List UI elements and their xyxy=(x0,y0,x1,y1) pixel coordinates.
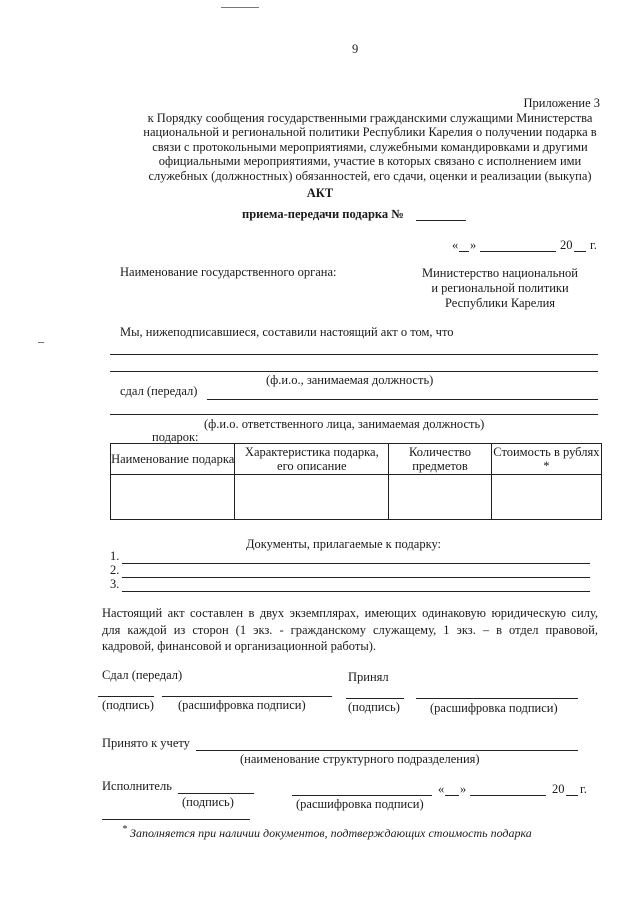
cell-gift-description[interactable] xyxy=(235,475,389,520)
accepted-label: Принял xyxy=(348,670,389,684)
accepted-signature-hint: (подпись) xyxy=(348,700,400,714)
organ-name xyxy=(400,266,600,311)
executor-date-g: г. xyxy=(580,782,587,796)
accepted-decode-hint: (расшифровка подписи) xyxy=(430,701,558,715)
accepted-signature-line[interactable] xyxy=(346,698,404,699)
scan-mark-left xyxy=(38,342,44,343)
appendix-text: к Порядку сообщения государственными гражданскими служащими Министерства национальной и региональной политики Республики Карелия о получении подарка в связи с протокольными мероприятиями, служебными командировками и другими официальными мероприятиями, участие в которых связано с исполнением ими служебных (должностных) обязанностей, его сдачи, оценки и реализации (выкупа) xyxy=(143,110,597,183)
executor-date-year: 20 xyxy=(552,782,565,796)
col-gift-quantity: Количество предметов xyxy=(389,444,491,475)
date-mid: » xyxy=(470,238,477,252)
col-gift-cost: Стоимость в рублях * xyxy=(491,444,601,475)
gift-table-row xyxy=(111,475,602,520)
handed-label: сдал (передал) xyxy=(120,384,198,398)
gift-table-header xyxy=(111,444,602,475)
gift-table xyxy=(110,443,602,520)
executor-month-line[interactable] xyxy=(470,795,546,796)
gift-label: подарок: xyxy=(152,430,199,444)
doc-item-3: 3. xyxy=(110,577,120,591)
date-year-line[interactable] xyxy=(574,251,586,252)
organ-name-line-3: Республики Карелия xyxy=(444,296,556,310)
executor-decode-hint: (расшифровка подписи) xyxy=(296,797,424,811)
executor-date-open: « xyxy=(438,782,445,796)
date-open: « xyxy=(452,238,459,252)
organ-name-line-1: Министерство национальной xyxy=(422,266,578,280)
footnote xyxy=(122,824,532,841)
handed-signature-hint: (подпись) xyxy=(102,698,154,712)
executor-signature-hint: (подпись) xyxy=(182,795,234,809)
cell-gift-name[interactable] xyxy=(111,475,235,520)
hint-fio: (ф.и.о., занимаемая должность) xyxy=(266,373,434,387)
documents-title: Документы, прилагаемые к подарку: xyxy=(246,537,442,551)
handed-signature-line[interactable] xyxy=(98,696,154,697)
handed-line-2[interactable] xyxy=(110,414,598,415)
act-subtitle-row xyxy=(242,207,404,222)
accepted-decode-line[interactable] xyxy=(416,698,578,699)
date-day-line[interactable] xyxy=(459,251,469,252)
appendix-title: Приложение 3 xyxy=(523,96,600,110)
cell-gift-cost[interactable] xyxy=(491,475,601,520)
doc-line-1[interactable] xyxy=(122,563,590,564)
intro-text: Мы, нижеподписавшиеся, составили настоящий акт о том, что xyxy=(120,325,454,339)
col-gift-name: Наименование подарка xyxy=(111,444,235,475)
handed-decode-hint: (расшифровка подписи) xyxy=(178,698,306,712)
accounted-label: Принято к учету xyxy=(102,736,190,750)
unit-hint: (наименование структурного подразделения) xyxy=(240,752,480,766)
executor-signature-line[interactable] xyxy=(178,793,254,794)
doc-item-1: 1. xyxy=(110,549,120,563)
doc-line-3[interactable] xyxy=(122,591,590,592)
copies-paragraph: Настоящий акт составлен в двух экземплярах, имеющих одинаковую юридическую силу, для каждой из сторон (1 экз. - гражданскому служащему, 1 экз. – в отдел правовой, кадровой, финансовой и организационной работы). xyxy=(102,606,598,653)
date-month-line[interactable] xyxy=(480,251,556,252)
executor-date-mid: » xyxy=(460,782,467,796)
accounted-line[interactable] xyxy=(196,750,578,751)
date-g: г. xyxy=(590,238,597,252)
col-gift-description: Характеристика подарка, его описание xyxy=(235,444,389,475)
executor-day-line[interactable] xyxy=(445,795,459,796)
footnote-text: Заполняется при наличии документов, подтверждающих стоимость подарка xyxy=(130,826,532,840)
doc-line-2[interactable] xyxy=(122,577,590,578)
hint-responsible: (ф.и.о. ответственного лица, занимаемая должность) xyxy=(204,417,485,431)
executor-decode-line[interactable] xyxy=(292,795,432,796)
intro-line-2[interactable] xyxy=(110,371,598,372)
footnote-separator xyxy=(102,819,250,820)
footnote-mark: * xyxy=(122,824,127,835)
scan-mark-top xyxy=(221,7,259,8)
handed-decode-line[interactable] xyxy=(162,696,332,697)
organ-name-line-2: и региональной политики xyxy=(431,281,569,295)
handed-line-1[interactable] xyxy=(207,399,598,400)
appendix-block xyxy=(120,96,600,183)
cell-gift-quantity[interactable] xyxy=(389,475,491,520)
act-title: АКТ xyxy=(306,186,334,200)
handed-over-label: Сдал (передал) xyxy=(102,668,183,682)
act-subtitle: приема-передачи подарка № xyxy=(242,207,404,221)
organ-label: Наименование государственного органа: xyxy=(120,265,337,279)
date-year: 20 xyxy=(560,238,573,252)
intro-line-1[interactable] xyxy=(110,354,598,355)
doc-item-2: 2. xyxy=(110,563,120,577)
executor-label: Исполнитель xyxy=(102,779,172,793)
page-number: 9 xyxy=(352,42,359,56)
executor-year-line[interactable] xyxy=(566,795,578,796)
act-number-line[interactable] xyxy=(416,220,466,221)
